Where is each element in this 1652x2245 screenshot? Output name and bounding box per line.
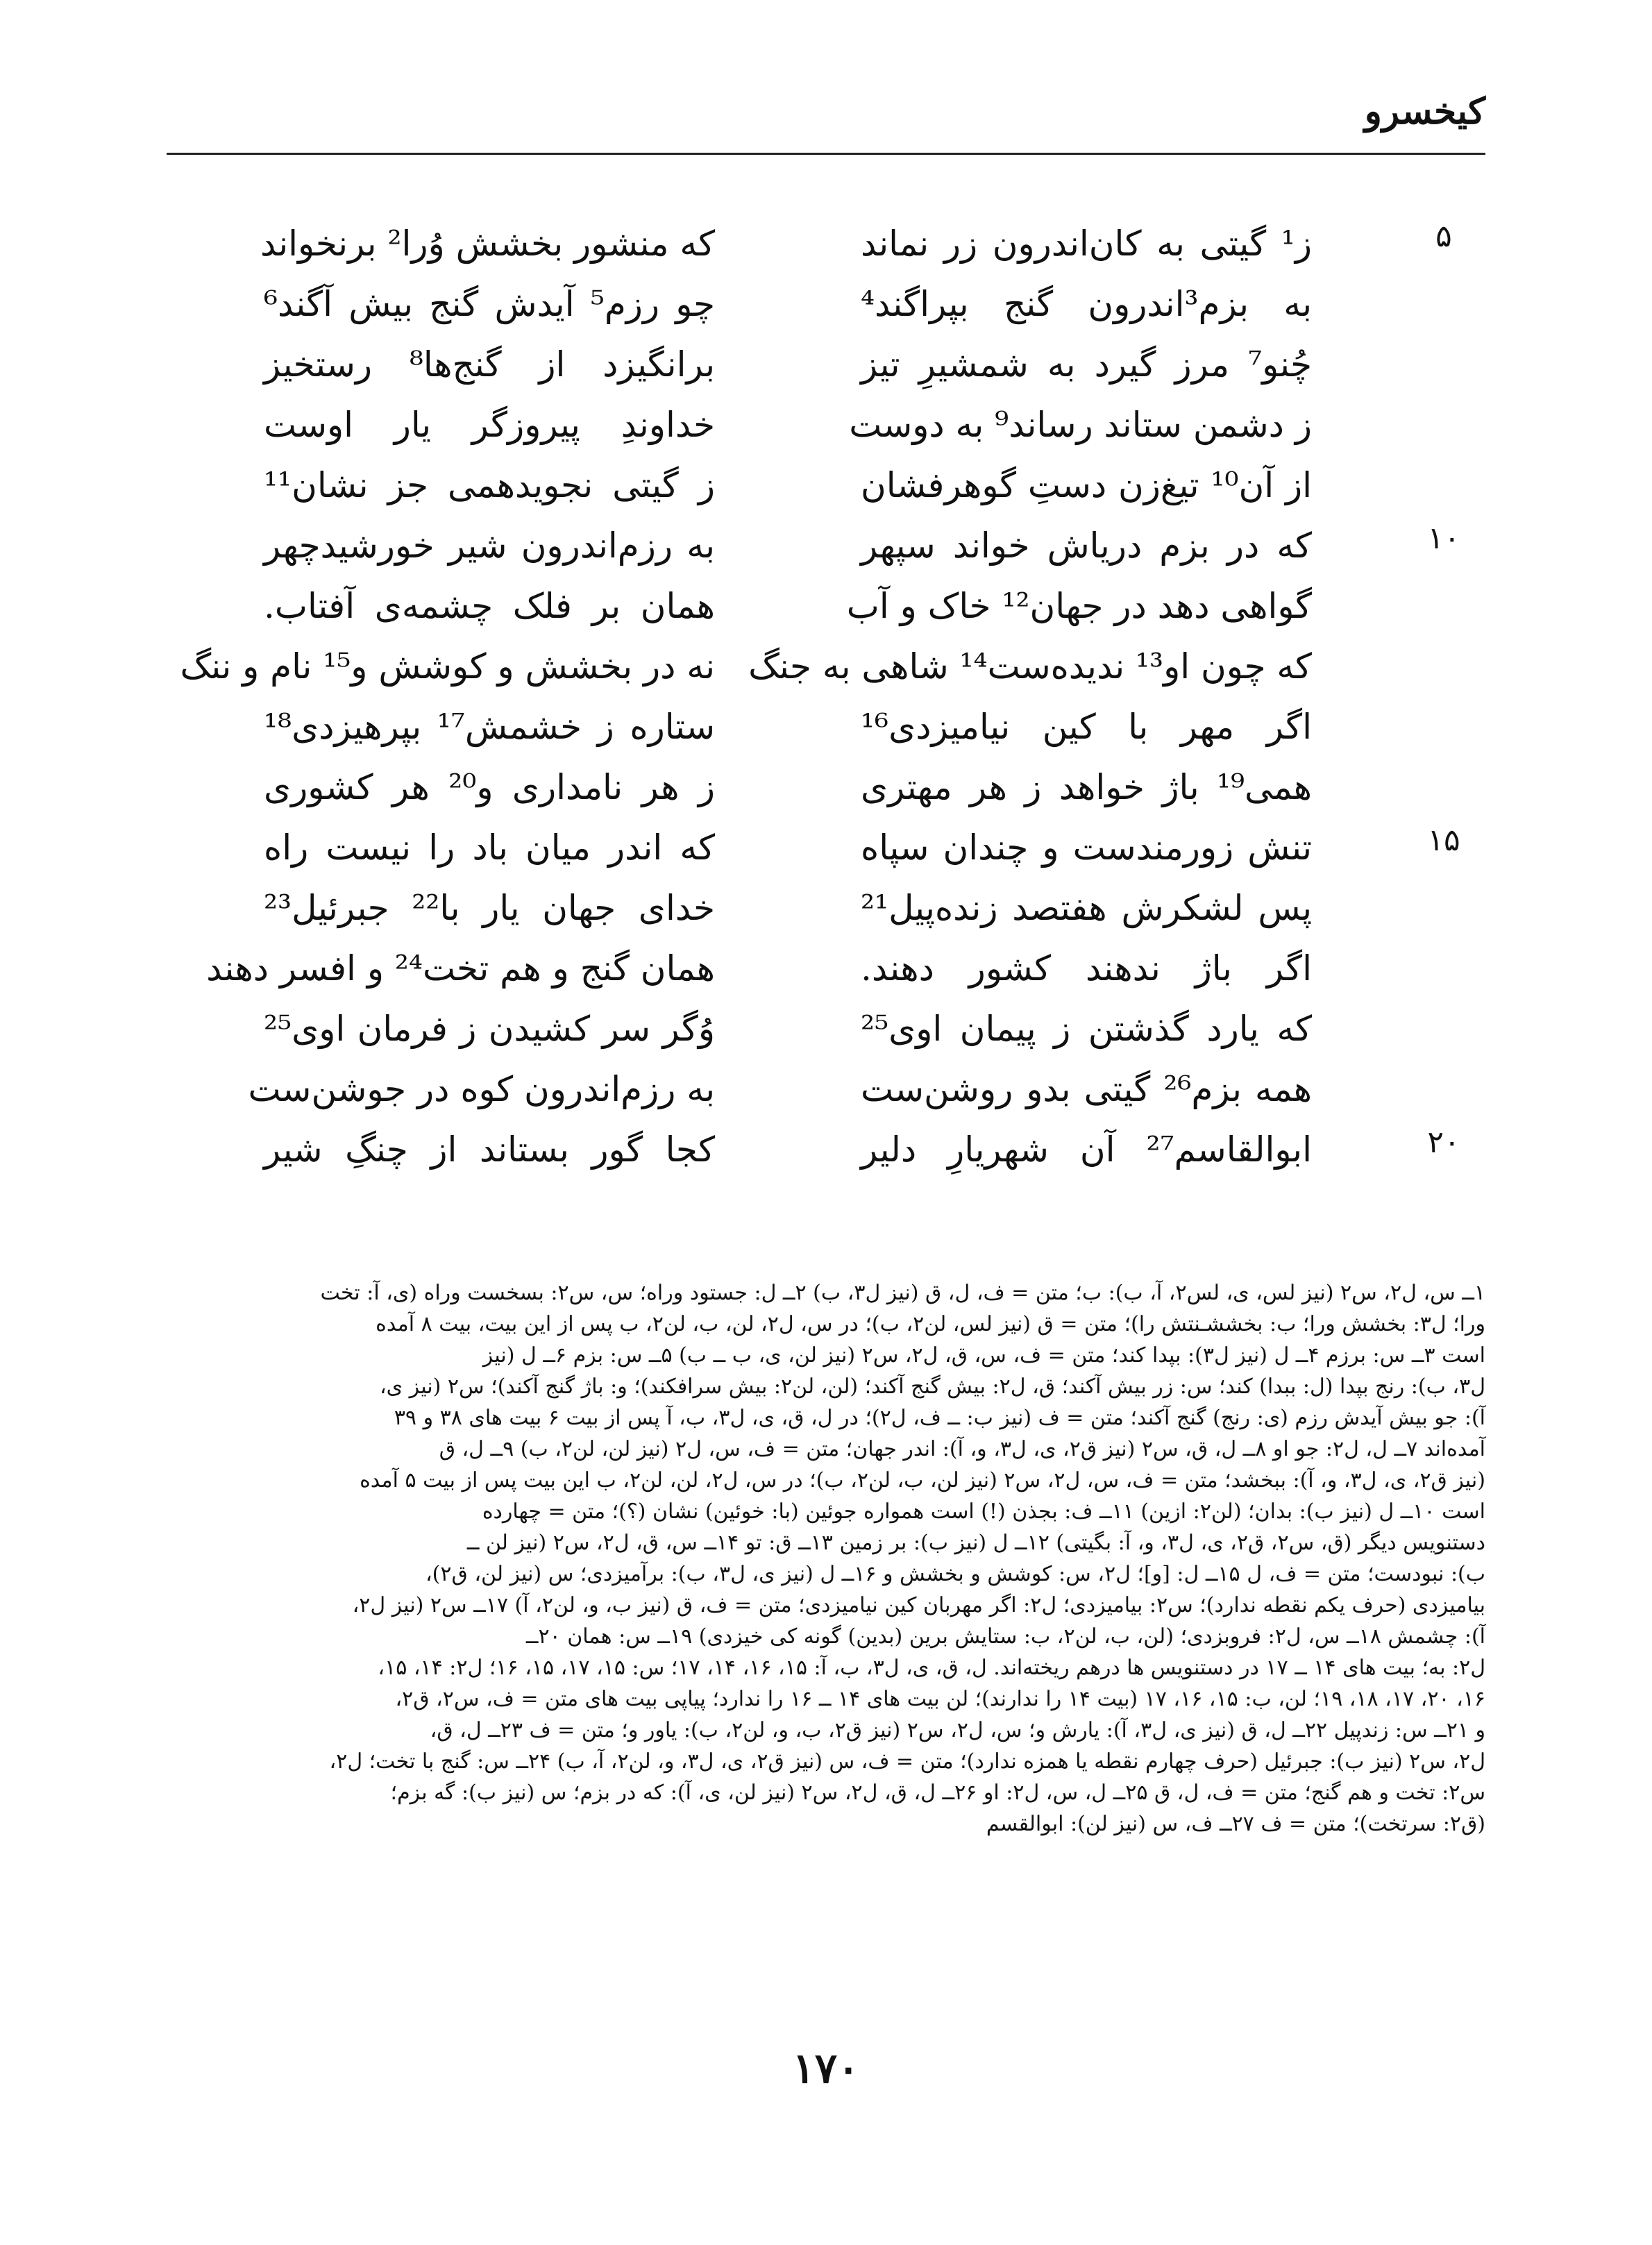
verse-line <box>174 393 1472 457</box>
verse-second-hemistich: همان بر فلک چشمه‌ی آفتاب. <box>264 586 715 626</box>
footnote-line: ل۲، س۲ (نیز ب): جبرئیل (حرف چهارم نقطه یا همزه ندارد)؛ متن = ف، س (نیز ق۲، ی، ل۳، و، لن۲، آ، ب) ۲۴ــ س: گنج با تخت؛ ل۲، <box>329 1749 1485 1774</box>
verse-second-hemistich: چو رزم⁵ آیدش گنج بیش آگند⁶ <box>264 284 715 324</box>
verse-second-hemistich: به رزم‌اندرون کوه در جوشن‌ست <box>248 1069 715 1109</box>
page-header <box>167 90 1485 155</box>
footnote-line: ورا؛ ل۳: بخشش ورا؛ ب: بخششـنتش را)؛ متن = ق (نیز لس، لن۲، ب)؛ در س، ل۲، لن، ب، لن۲، ب پس از این بیت، بیت ۸ آمده <box>376 1312 1485 1336</box>
verse-first-hemistich: همی¹⁹ باژ خواهد ز هر مهتری <box>861 767 1312 807</box>
verse-second-hemistich: نه در بخشش و کوشش و¹⁵ نام و ننگ <box>180 646 715 687</box>
verse-line <box>174 695 1472 759</box>
verse-first-hemistich: که چون او¹³ ندیده‌ست¹⁴ شاهی به جنگ <box>748 646 1312 687</box>
verse-first-hemistich: اگر باژ ندهند کشور دهند. <box>861 948 1312 989</box>
verse-line <box>174 514 1472 578</box>
poem-body <box>174 212 1472 1177</box>
verse-second-hemistich: وُگر سر کشیدن ز فرمان اوی²⁵ <box>264 1009 715 1049</box>
verse-first-hemistich: ز دشمن ستاند رساند⁹ به دوست <box>849 405 1312 445</box>
verse-second-hemistich: خدای جهان یار با²² جبرئیل²³ <box>264 888 715 928</box>
verse-line <box>174 876 1472 940</box>
verse-first-hemistich: که یارد گذشتن ز پیمان اوی²⁵ <box>861 1009 1312 1049</box>
verse-line <box>174 333 1472 396</box>
footnote-line: است ۱۰ــ ل (نیز ب): بدان؛ (لن۲: ازین) ۱۱ــ ف: بجذن (!) است همواره جوئین (با: خوئین) نشان (؟)؛ متن = چهارده <box>482 1499 1485 1524</box>
verse-line <box>174 453 1472 517</box>
verse-second-hemistich: ستاره ز خشمش¹⁷ بپرهیزدی¹⁸ <box>264 707 715 747</box>
verse-line <box>174 272 1472 336</box>
footnotes <box>167 1277 1485 1840</box>
footnote-line: س۲: تخت و هم گنج؛ متن = ف، ل، ق ۲۵ــ ل، س، ل۲: او ۲۶ــ ل، ق، ل۲، س۲ (نیز لن، ی، آ): که در بزم؛ س (نیز ب): گه بزم؛ <box>390 1781 1485 1805</box>
verse-line <box>174 997 1472 1061</box>
line-number: ۵ <box>1435 219 1452 254</box>
footnote-line: ل۲: به؛ بیت های ۱۴ ــ ۱۷ در دستنویس ها درهم ریخته‌اند. ل، ق، ی، ل۳، ب، آ: ۱۵، ۱۶، ۱۴، ۱۷؛ س: ۱۵، ۱۷، ۱۵، ۱۶؛ ل۲: ۱۴، ۱۵، <box>378 1656 1485 1680</box>
running-title: کیخسرو <box>1364 90 1485 133</box>
verse-first-hemistich: پس لشکرش هفتصد زنده‌پیل²¹ <box>861 888 1312 928</box>
verse-second-hemistich: خداوندِ پیروزگر یار اوست <box>264 405 715 445</box>
verse-second-hemistich: که منشور بخشش وُرا² برنخواند <box>260 224 715 264</box>
verse-first-hemistich: از آن¹⁰ تیغ‌زن دستِ گوهرفشان <box>861 465 1312 505</box>
verse-second-hemistich: ز گیتی نجویدهمی جز نشان¹¹ <box>264 465 715 505</box>
footnote-line: و ۲۱ــ س: زندپیل ۲۲ــ ل، ق (نیز ی، ل۳، آ): یارش و؛ س، ل۲، س۲ (نیز ق۲، ب، و، لن۲، ب): یاور و؛ متن = ف ۲۳ــ ل، ق، <box>430 1718 1485 1742</box>
verse-second-hemistich: برانگیزد از گنج‌ها⁸ رستخیز <box>264 344 715 385</box>
footnote-line: ل۳، ب): رنج بپدا (ل: ببدا) کند؛ س: زر بیش آکند؛ ق، ل۲: بیش گنج آکند؛ (لن، لن۲: بیش سرافکند)؛ و: باژ گنج آکند)؛ س۲ (نیز ی، <box>379 1374 1485 1399</box>
footnote-line: آ): چشمش ۱۸ــ س، ل۲: فروبزدی؛ (لن، ب، لن۲، ب: ستایش برین (بدین) گونه کی خیزدی) ۱۹ــ س: همان ۲۰ــ <box>525 1624 1485 1649</box>
verse-line <box>174 816 1472 880</box>
line-number: ۲۰ <box>1427 1125 1460 1160</box>
line-number: ۱۰ <box>1427 521 1460 556</box>
footnote-line: آ): جو بیش آیدش رزم (ی: رنج) گنج آکند؛ متن = ف (نیز ب: ــ ف، ل۲)؛ در ل، ق، ی، ل۳، ب، آ پس از بیت ۶ بیت های ۳۸ و ۳۹ <box>394 1406 1485 1430</box>
verse-second-hemistich: که اندر میان باد را نیست راه <box>264 827 715 868</box>
verse-line <box>174 936 1472 1000</box>
verse-line <box>174 755 1472 819</box>
footnote-line: است ۳ــ س: برزم ۴ــ ل (نیز ل۳): بپدا کند؛ متن = ف، س، ق، ل۲، س۲ (نیز لن، ی، ب ــ ب) ۵ــ س: بزم ۶ــ ل (نیز <box>482 1343 1485 1368</box>
verse-line <box>174 574 1472 638</box>
footnote-line: (ق۲: سرتخت)؛ متن = ف ۲۷ــ ف، س (نیز لن): ابوالقسم <box>986 1812 1485 1836</box>
verse-first-hemistich: که در بزم دریاش خواند سپهر <box>861 525 1312 566</box>
verse-first-hemistich: ابوالقاسم²⁷ آن شهریارِ دلیر <box>861 1129 1312 1170</box>
verse-first-hemistich: تنش زورمندست و چندان سپاه <box>861 827 1312 868</box>
verse-line <box>174 1118 1472 1182</box>
verse-second-hemistich: به رزم‌اندرون شیر خورشیدچهر <box>264 525 715 566</box>
footnote-line: آمده‌اند ۷ــ ل، ل۲: جو او ۸ــ ل، ق، س۲ (نیز ق۲، ی، ل۳، و، آ): اندر جهان؛ متن = ف، س، ل۲ (نیز لن، لن۲، ب) ۹ــ ل، ق <box>439 1437 1485 1461</box>
verse-first-hemistich: اگر مهر با کین نیامیزدی¹⁶ <box>861 707 1312 747</box>
verse-line <box>174 212 1472 276</box>
verse-first-hemistich: گواهی دهد در جهان¹² خاک و آب <box>846 586 1312 626</box>
footnote-line: (نیز ق۲، ی، ل۳، و، آ): ببخشد؛ متن = ف، س، ل۲، س۲ (نیز لن، ب، لن۲، ب)؛ در س، ل۲، لن، لن۲، ب این بیت پس از بیت ۵ آمده <box>360 1468 1485 1493</box>
footnote-line: بیامیزدی (حرف یکم نقطه ندارد)؛ س۲: بیامیزدی؛ ل۲: اگر مهربان کین نیامیزدی؛ متن = ف، ق (نیز ب، و، لن۲، آ) ۱۷ــ س۲ (نیز ل۲، <box>352 1593 1485 1617</box>
verse-second-hemistich: ز هر نامداری و²⁰ هر کشوری <box>264 767 716 807</box>
footnote-line: دستنویس دیگر (ق، س۲، ق۲، ی، ل۳، و، آ: بگیتی) ۱۲ــ ل (نیز ب): بر زمین ۱۳ــ ق: تو ۱۴ــ س، ق، ل۲، س۲ (نیز لن ــ <box>466 1531 1485 1555</box>
footnote-line: ب): نبودست؛ متن = ف، ل ۱۵ــ ل: [و]؛ ل۲، س: کوشش و بخشش و ۱۶ــ ل (نیز ی، ل۳، ب): برآمیزدی؛ س (نیز لن، ق۲)، <box>425 1562 1485 1586</box>
verse-second-hemistich: کجا گور بستاند از چنگِ شیر <box>264 1129 715 1170</box>
verse-line <box>174 1057 1472 1121</box>
footnote-line: ۱۶، ۲۰، ۱۷، ۱۸، ۱۹؛ لن، ب: ۱۵، ۱۶، ۱۷ (بیت ۱۴ را ندارند)؛ لن بیت های ۱۴ ــ ۱۶ را ندارد؛ پیاپی بیت های متن = ف، س۲، ق۲، <box>395 1687 1485 1711</box>
verse-first-hemistich: همه بزم²⁶ گیتی بدو روشن‌ست <box>861 1069 1313 1109</box>
footnote-line: ۱ــ س، ل۲، س۲ (نیز لس، ی، لس۲، آ، ب): ب؛ متن = ف، ل، ق (نیز ل۳، ب) ۲ــ ل: جستود وراه؛ س، س۲: بسخست وراه (ی، آ: تخت <box>320 1281 1485 1305</box>
verse-first-hemistich: به بزم³اندرون گنج بپراگند⁴ <box>861 284 1313 324</box>
verse-second-hemistich: همان گنج و هم تخت²⁴ و افسر دهند <box>206 948 715 989</box>
verse-first-hemistich: چُنو⁷ مرز گیرد به شمشیرِ تیز <box>861 344 1312 385</box>
verse-line <box>174 634 1472 698</box>
line-number: ۱۵ <box>1427 823 1460 858</box>
page-number: ۱۷۰ <box>792 2044 860 2093</box>
verse-first-hemistich: ز¹ گیتی به کان‌اندرون زر نماند <box>861 224 1312 264</box>
